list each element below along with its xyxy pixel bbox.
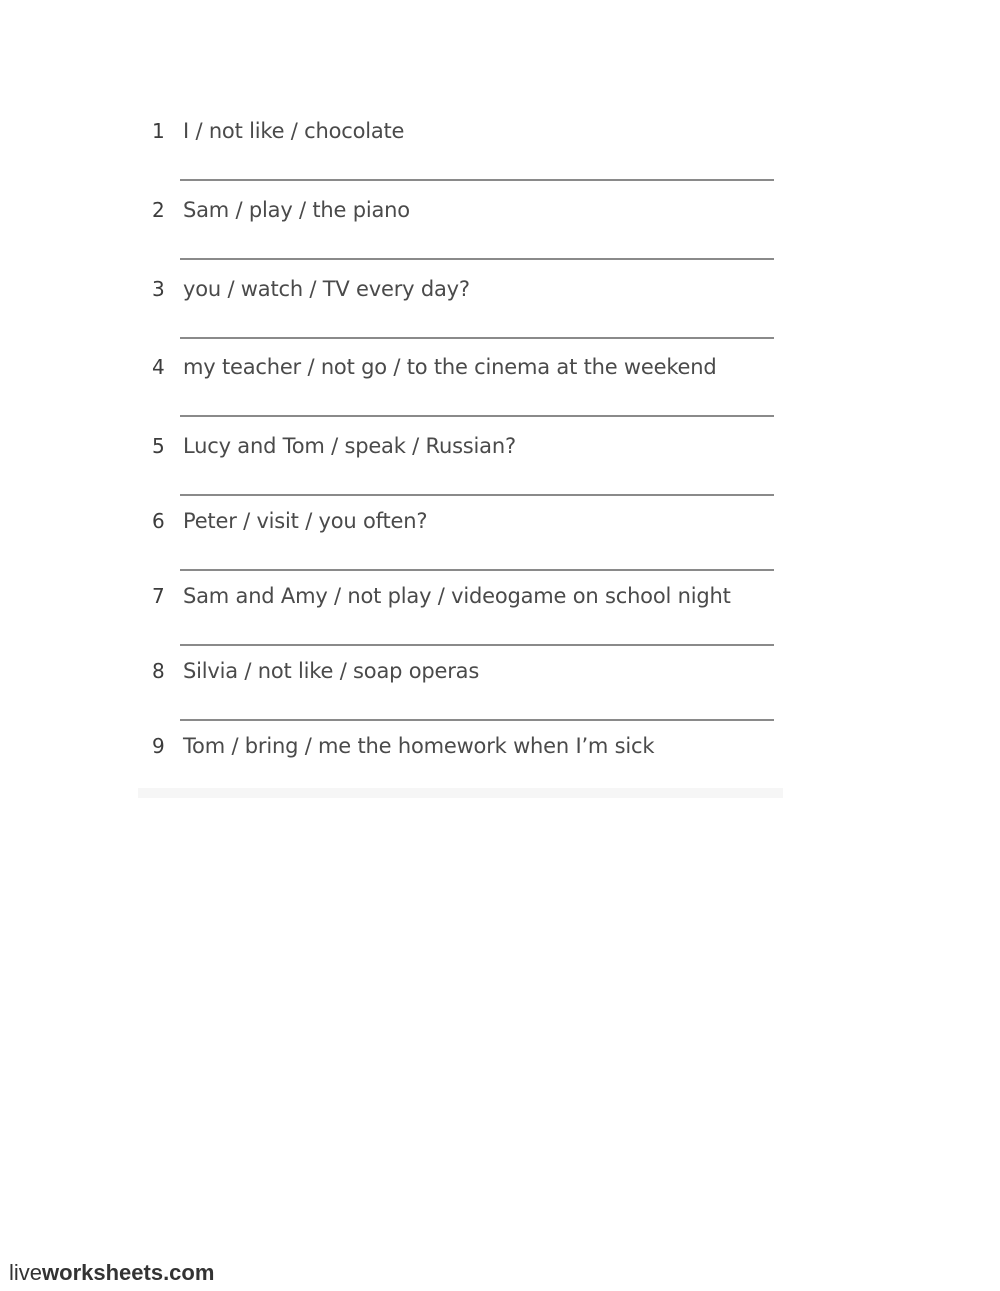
item-number: 8 — [152, 659, 165, 683]
item-prompt: Peter / visit / you often? — [183, 509, 428, 533]
item-prompt: Silvia / not like / soap operas — [183, 659, 480, 683]
answer-field-7[interactable] — [180, 620, 774, 646]
liveworksheets-logo — [9, 1259, 214, 1287]
answer-field-8[interactable] — [180, 695, 774, 721]
answer-field-6[interactable] — [180, 545, 774, 571]
worksheet-panel — [138, 0, 783, 798]
item-prompt: Sam / play / the piano — [183, 198, 410, 222]
item-prompt: Sam and Amy / not play / videogame on school night — [183, 584, 731, 608]
item-number: 5 — [152, 434, 165, 458]
item-number: 9 — [152, 734, 165, 758]
item-number: 3 — [152, 277, 165, 301]
answer-field-3[interactable] — [180, 313, 774, 339]
item-prompt: Lucy and Tom / speak / Russian? — [183, 434, 516, 458]
answer-field-2[interactable] — [180, 234, 774, 260]
item-number: 2 — [152, 198, 165, 222]
item-prompt: you / watch / TV every day? — [183, 277, 470, 301]
item-prompt: my teacher / not go / to the cinema at the weekend — [183, 355, 717, 379]
item-number: 1 — [152, 119, 165, 143]
item-prompt: Tom / bring / me the homework when I’m sick — [183, 734, 655, 758]
item-number: 4 — [152, 355, 165, 379]
item-number: 7 — [152, 584, 165, 608]
item-number: 6 — [152, 509, 165, 533]
answer-field-4[interactable] — [180, 391, 774, 417]
brand-light-text: live — [9, 1260, 43, 1285]
answer-field-1[interactable] — [180, 155, 774, 181]
answer-field-5[interactable] — [180, 470, 774, 496]
item-prompt: I / not like / chocolate — [183, 119, 405, 143]
brand-bold-text: worksheets.com — [42, 1260, 215, 1285]
